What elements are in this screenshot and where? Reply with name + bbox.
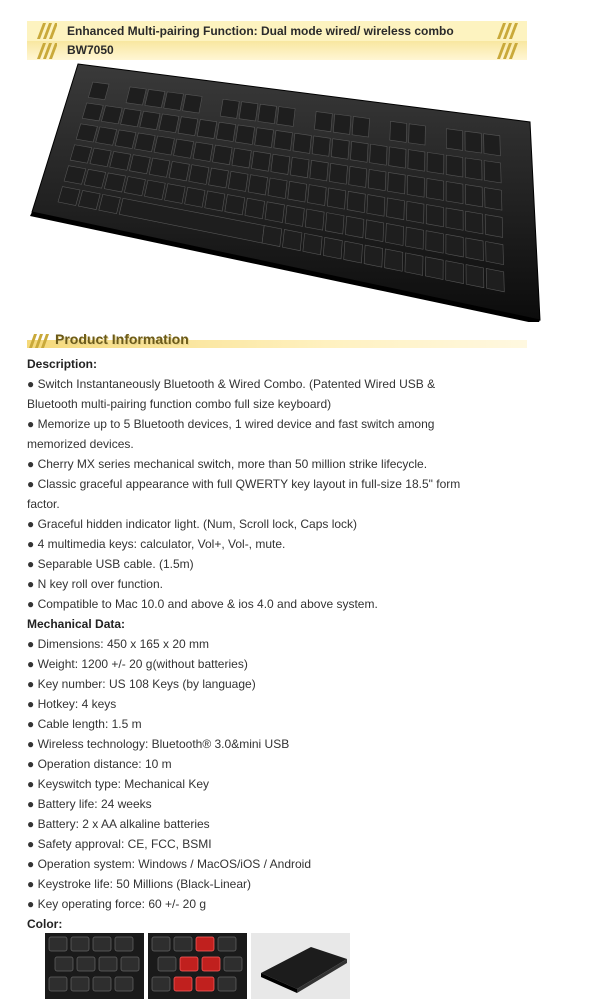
keyboard-key	[367, 195, 385, 217]
keyboard-key	[385, 249, 403, 271]
keyboard-key	[368, 169, 386, 190]
keyboard-key	[408, 150, 425, 172]
keyboard-key	[370, 144, 387, 165]
stripe-decoration-icon	[497, 23, 521, 39]
keyboard-key	[312, 136, 330, 156]
keyboard-key	[216, 122, 235, 141]
bullet-item: ● Hotkey: 4 keys	[27, 697, 117, 711]
bullet-item: ● Compatible to Mac 10.0 and above & ios 4.0 and above system.	[27, 597, 378, 611]
keyboard-key	[345, 216, 364, 238]
keyboard-key	[121, 108, 141, 126]
keyboard-key	[327, 188, 345, 209]
keyboard-key	[305, 209, 324, 230]
bullet-item: ● Key operating force: 60 +/- 20 g	[27, 897, 207, 911]
header-title-bar	[27, 21, 527, 41]
keyboard-key	[293, 133, 311, 153]
product-model: BW7050	[67, 43, 114, 57]
keyboard-key	[110, 151, 131, 170]
bullet-item: ● Classic graceful appearance with full QWERTY key layout in full-size 18.5" form factor.	[27, 477, 461, 511]
keyboard-key	[258, 104, 277, 124]
keyboard-key	[409, 124, 426, 145]
keyboard-key	[485, 188, 502, 211]
keyboard-key	[333, 114, 351, 134]
keyboard-key	[389, 147, 406, 168]
keyboard-key	[115, 130, 136, 149]
color-thumbnail-black-keys[interactable]	[45, 933, 144, 999]
stripe-decoration-icon	[33, 43, 57, 59]
keyboard-key	[220, 99, 239, 118]
keyboard-key	[154, 136, 174, 155]
keyboard-key	[274, 130, 293, 150]
bullet-item: ● Wireless technology: Bluetooth® 3.0&mini USB	[27, 737, 290, 751]
keyboard-key	[364, 245, 383, 267]
keyboard-key	[185, 187, 205, 207]
keyboard-key	[78, 190, 100, 209]
keyboard-key	[388, 172, 406, 194]
keyboard-key	[425, 257, 443, 280]
keyboard-key	[169, 161, 189, 180]
keyboard-key	[446, 129, 462, 151]
keyboard-key	[145, 89, 165, 107]
keyboard-key	[352, 116, 369, 137]
keyboard-key	[104, 173, 125, 192]
keyboard-key	[255, 128, 274, 148]
bullet-item: ● Graceful hidden indicator light. (Num, Scroll lock, Caps lock)	[27, 517, 358, 531]
bullet-item: ● Battery: 2 x AA alkaline batteries	[27, 817, 210, 831]
keyboard-key	[405, 253, 423, 276]
keyboard-key	[465, 158, 482, 180]
keyboard-key	[308, 185, 327, 206]
bullet-item: ● Battery life: 24 weeks	[27, 797, 152, 811]
keyboard-key	[329, 163, 347, 184]
keyboard-key	[331, 139, 349, 160]
bullet-item: ● Cable length: 1.5 m	[27, 717, 142, 731]
keyboard-key	[228, 171, 248, 191]
keyboard-key	[465, 185, 482, 207]
bullet-item: ● 4 multimedia keys: calculator, Vol+, Vol-, mute.	[27, 537, 286, 551]
keyboard-key	[245, 198, 265, 219]
keyboard-key	[466, 265, 484, 288]
keyboard-key	[99, 194, 121, 213]
keyboard-key	[350, 141, 368, 162]
keyboard-key	[164, 92, 184, 110]
keyboard-key	[427, 178, 444, 200]
keyboard-key	[446, 261, 464, 284]
keyboard-key	[183, 94, 202, 113]
keyboard-key	[225, 195, 245, 215]
header-model-bar	[27, 41, 527, 60]
keyboard-key	[288, 181, 307, 202]
keyboard-key	[124, 177, 145, 196]
keyboard-key	[282, 229, 301, 250]
description-list	[27, 374, 487, 614]
keyboard-key	[149, 158, 170, 177]
product-info-content	[27, 354, 487, 934]
keyboard-key	[486, 242, 504, 265]
mechanical-data-list	[27, 634, 487, 914]
bullet-item: ● Weight: 1200 +/- 20 g(without batteries)	[27, 657, 248, 671]
keyboard-key	[486, 268, 504, 291]
mechanical-data-label: Mechanical Data:	[27, 617, 126, 631]
keyboard-key	[426, 231, 444, 253]
keyboard-key	[446, 155, 463, 177]
keyboard-key	[268, 178, 287, 199]
color-thumbnails	[45, 933, 355, 999]
stripe-decoration-icon	[497, 43, 521, 59]
keyboard-key	[446, 182, 463, 204]
keyboard-key	[129, 155, 150, 174]
keyboard-key	[407, 175, 424, 197]
keyboard-key	[446, 208, 463, 230]
product-info-heading-bar	[27, 332, 527, 348]
keyboard-key	[159, 114, 179, 133]
keyboard-key	[189, 165, 209, 185]
color-label: Color:	[27, 917, 63, 931]
keyboard-key	[236, 125, 255, 145]
keyboard-key	[144, 180, 165, 200]
keyboard-key	[386, 223, 404, 245]
keyboard-key	[285, 205, 304, 226]
keyboard-key	[323, 237, 342, 259]
bullet-item: ● N key roll over function.	[27, 577, 163, 591]
keyboard-product-image	[30, 62, 545, 322]
bullet-item: ● Memorize up to 5 Bluetooth devices, 1 wired device and fast switch among memorized devices.	[27, 417, 435, 451]
keyboard-key	[165, 184, 186, 204]
keyboard-key	[209, 168, 229, 188]
bullet-item: ● Operation distance: 10 m	[27, 757, 172, 771]
keyboard-key	[446, 234, 463, 257]
keyboard-key	[90, 148, 111, 167]
keyboard-key	[140, 111, 160, 130]
product-title: Enhanced Multi-pairing Function: Dual mode wired/ wireless combo	[67, 24, 454, 38]
bullet-item: ● Dimensions: 450 x 165 x 20 mm	[27, 637, 209, 651]
keyboard-key	[262, 226, 282, 247]
keyboard-key	[174, 139, 194, 158]
keyboard-key	[466, 211, 483, 234]
keyboard-key	[344, 241, 363, 263]
keyboard-key	[277, 107, 295, 127]
keyboard-key	[135, 133, 155, 152]
keyboard-key	[390, 121, 407, 142]
keyboard-key	[387, 198, 405, 220]
keyboard-key	[84, 169, 105, 188]
color-thumbnail-side-view[interactable]	[251, 933, 350, 999]
keyboard-key	[303, 233, 322, 254]
keyboard-key	[406, 201, 424, 223]
keyboard-key	[193, 142, 213, 161]
keyboard-key	[265, 202, 284, 223]
keyboard-key	[248, 175, 267, 195]
keyboard-key	[126, 87, 146, 105]
keyboard-key	[212, 145, 232, 165]
keyboard-key	[347, 191, 365, 212]
keyboard-key	[325, 213, 344, 234]
keyboard-key	[205, 191, 225, 211]
keyboard-key	[484, 134, 501, 156]
keyboard-key	[484, 161, 501, 183]
keyboard-key	[271, 154, 290, 174]
bullet-item: ● Keystroke life: 50 Millions (Black-Linear)	[27, 877, 251, 891]
keyboard-key	[178, 117, 198, 136]
keyboard-key	[465, 131, 482, 153]
keyboard-key	[426, 205, 443, 227]
product-info-heading: Product Information	[55, 331, 189, 347]
bullet-item: ● Switch Instantaneously Bluetooth & Wired Combo. (Patented Wired USB & Bluetooth multi-pairing function combo full size keyboard)	[27, 377, 436, 411]
keyboard-key	[485, 215, 503, 238]
stripe-decoration-icon	[27, 334, 49, 348]
keyboard-key	[349, 166, 367, 187]
bullet-item: ● Safety approval: CE, FCC, BSMI	[27, 837, 212, 851]
color-thumbnail-red-keys[interactable]	[148, 933, 247, 999]
bullet-item: ● Separable USB cable. (1.5m)	[27, 557, 194, 571]
keyboard-key	[239, 102, 258, 121]
bullet-item: ● Cherry MX series mechanical switch, more than 50 million strike lifecycle.	[27, 457, 428, 471]
keyboard-key	[406, 227, 424, 249]
keyboard-key	[251, 151, 270, 171]
stripe-decoration-icon	[33, 23, 57, 39]
keyboard-key	[466, 238, 484, 261]
bullet-item: ● Key number: US 108 Keys (by language)	[27, 677, 256, 691]
keyboard-key	[365, 220, 383, 242]
keyboard-key	[197, 119, 217, 138]
keyboard-key	[232, 148, 251, 168]
keyboard-key	[427, 152, 444, 174]
bullet-item: ● Operation system: Windows / MacOS/iOS / Android	[27, 857, 312, 871]
bullet-item: ● Keyswitch type: Mechanical Key	[27, 777, 209, 791]
keyboard-key	[290, 157, 309, 177]
keyboard-key	[310, 160, 328, 181]
description-label: Description:	[27, 357, 98, 371]
keyboard-key	[314, 112, 332, 132]
